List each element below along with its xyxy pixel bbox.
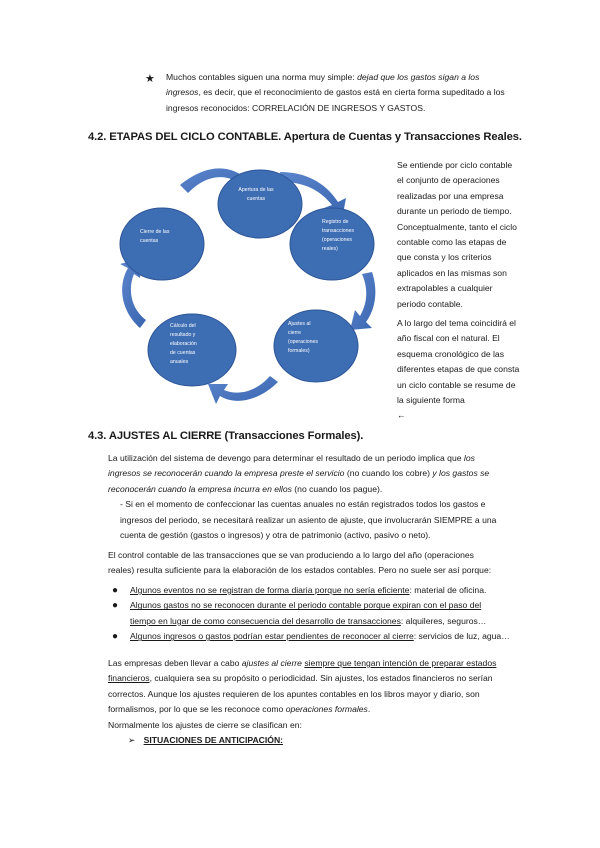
accrual-paragraph (108, 451, 528, 543)
cycle-label-line: de cuentas (170, 350, 196, 356)
text-run: : material de oficina. (409, 585, 487, 595)
intro-italic: ingresos (166, 87, 199, 98)
text-run: Algunos eventos no se registran de forma diaria porque no sería eficiente (130, 585, 410, 595)
side-line: realizadas por una empresa (397, 190, 504, 201)
intro-line: Muchos contables siguen una norma muy simple: (166, 72, 358, 82)
side-line: el conjunto de operaciones (397, 175, 500, 186)
text-run: . (367, 704, 371, 715)
text-run: reales) resulta suficiente para la elaboración de los estados contables. Pero no suele ser así porque: (108, 565, 492, 576)
intro-line: , es decir, que el reconocimiento de gastos está en cierta forma supeditado a los (198, 87, 505, 98)
text-run: Normalmente los ajustes de cierre se clasifican en: (108, 719, 302, 730)
intro-line: ingresos reconocidos: CORRELACIÓN DE INGRESOS Y GASTOS. (166, 102, 426, 113)
side-line: durante un periodo de tiempo. (397, 206, 512, 217)
cycle-label-line: reales) (322, 246, 338, 252)
cycle-arrow-icon (208, 376, 278, 404)
side-line: Conceptualmente, tanto el ciclo (397, 221, 517, 232)
side-line: aplicados en las mismas son (397, 267, 507, 278)
text-run: financieros (108, 673, 150, 684)
text-run: los (463, 453, 475, 463)
cycle-description-1 (397, 158, 529, 312)
star-bullet-icon: ★ (145, 73, 155, 85)
text-run: operaciones formales (285, 704, 368, 715)
cycle-label-line: resultado y (170, 332, 196, 338)
intro-italic: dejad que los gastos sigan a los (357, 72, 480, 82)
text-run: ajustes al cierre (241, 658, 302, 668)
cycle-label-apertura: Apertura de las cuentas (238, 187, 274, 202)
cycle-label-registro (322, 218, 362, 254)
text-run: ingresos se reconocerán cuando la empresa preste el servicio (108, 468, 345, 479)
cycle-label-line: elaboración (170, 341, 197, 347)
heading-part: 4.2. ETAPAS DEL CICLO CONTABLE. (88, 131, 282, 143)
side-line: esquema cronológico de las (397, 348, 505, 359)
text-run: y los gastos se (432, 468, 490, 479)
text-run: : servicios de luz, agua… (413, 631, 510, 642)
cycle-label-line: cierre (288, 330, 301, 336)
list-item (108, 629, 533, 644)
left-arrow-icon: ← (397, 410, 406, 421)
cycle-label-cierre (140, 228, 184, 246)
text-run: cuenta de gestión (gastos o ingresos) y otra de patrimonio (activo, pasivo o neto). (120, 530, 431, 541)
cycle-label-line: (operaciones (288, 339, 318, 345)
side-line: A lo largo del tema coincidirá el (397, 318, 516, 328)
cycle-label-line: Cálculo del (170, 323, 196, 329)
text-run: Algunos gastos no se reconocen durante el periodo contable porque expiran con el paso del (130, 600, 482, 611)
side-line: que consta y los criterios (397, 252, 492, 263)
reasons-list (108, 583, 533, 645)
side-line: la siguiente forma (397, 395, 465, 406)
side-line: contable como las etapas de (397, 237, 507, 248)
text-run: (no cuando los cobre) (344, 468, 433, 479)
cycle-label-line: formales) (288, 348, 310, 354)
bullet-icon: ● (112, 600, 119, 612)
text-run: siempre que tengan intención de preparar estados (304, 658, 497, 668)
heading-part: (Transacciones Formales). (221, 430, 364, 442)
text-run: , cualquiera sea su propósito o periodicidad. Sin ajustes, los estados financieros no serían (149, 673, 493, 684)
cycle-label-calculo (170, 322, 214, 367)
cycle-arrow-icon (350, 272, 375, 330)
text-run: Las empresas deben llevar a cabo (108, 658, 242, 668)
text-run: - Si en el momento de confeccionar las cuentas anuales no están registrados todos los gastos e (120, 499, 486, 510)
text-run: reconocerán cuando la empresa incurra en ellos (108, 483, 292, 494)
bullet-icon: ● (112, 631, 119, 643)
side-line: extrapolables a cualquier (397, 283, 493, 294)
cycle-label-line: Cierre de las (140, 229, 170, 235)
list-item (108, 583, 533, 598)
text-run: El control contable de las transacciones que se van produciendo a lo largo del año (operaciones (108, 550, 474, 560)
cycle-label-line: Ajustes al (288, 321, 311, 327)
side-line: periodo contable. (397, 298, 463, 309)
section-heading-4-2 (88, 131, 522, 143)
text-run: Algunos ingresos o gastos podrían estar pendientes de reconocer al cierre (130, 631, 414, 642)
side-line: un ciclo contable se resume de (397, 379, 516, 390)
cycle-node-apertura (218, 170, 302, 238)
text-run: (no cuando los pague). (291, 483, 383, 494)
text-run: ingresos del periodo, se necesitará realizar un asiento de ajuste, que involucrarán SIEMPRE a una (120, 514, 497, 525)
intro-paragraph (166, 70, 528, 116)
text-run: : alquileres, seguros… (400, 615, 487, 626)
adjustments-paragraph (108, 656, 533, 733)
bullet-icon: ● (112, 585, 119, 596)
arrow-bullet-icon: ➢ (128, 735, 136, 745)
cycle-label-line: Registro de (322, 219, 349, 225)
text-run: La utilización del sistema de devengo para determinar el resultado de un periodo implica que (108, 453, 464, 463)
section-heading-4-3 (88, 430, 363, 442)
cycle-label-line: transacciones (322, 228, 355, 234)
cycle-description-2 (397, 316, 529, 424)
cycle-label-line: cuentas (140, 238, 159, 244)
cycle-label-ajustes (288, 320, 328, 356)
control-paragraph (108, 548, 533, 579)
side-line: diferentes etapas de que consta (397, 364, 520, 375)
list-item (108, 598, 533, 629)
text-run: correctos. Aunque los ajustes requieren de los apuntes contables en los libros mayor y diario, son (108, 688, 480, 699)
text-run: formalismos, por lo que se les reconoce como (108, 704, 286, 715)
cycle-label-line: anuales (170, 359, 189, 365)
subheading-anticipacion (128, 733, 283, 748)
text-run: tiempo en lugar de como consecuencia del desarrollo de transacciones (130, 615, 401, 626)
side-line: Se entiende por ciclo contable (397, 160, 513, 170)
heading-part: 4.3. AJUSTES AL CIERRE (88, 430, 222, 442)
subheading-label: SITUACIONES DE ANTICIPACIÓN: (143, 735, 284, 745)
cycle-label-line: (operaciones (322, 237, 352, 243)
side-line: año fiscal con el natural. El (397, 333, 500, 344)
heading-part: Apertura de Cuentas y Transacciones Reales. (281, 131, 522, 143)
